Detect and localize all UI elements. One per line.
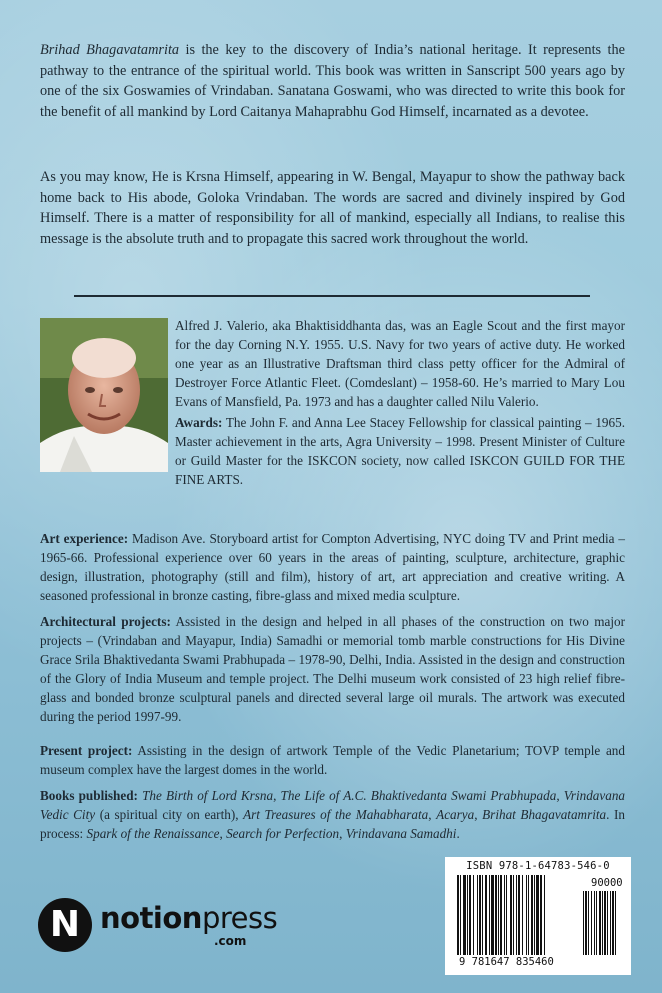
book-title: Art Treasures of the Mahabharata (243, 807, 429, 822)
separator: , (273, 788, 281, 803)
architectural-projects-section (40, 612, 625, 726)
art-experience-text: Madison Ave. Storyboard artist for Compton Advertising, NYC doing TV and Print media – 1965-66. Professional experience over 60 years in the areas of painting, sculpture, architecture, graphic design, illustration, photography (still and film), history of art, art appreciation and creative writing. A seasoned professional in bronze casting, fibre-glass and mixed media sculpture. (40, 531, 625, 603)
author-bio: Alfred J. Valerio, aka Bhaktisiddhanta das, was an Eagle Scout and the first mayor for the day Corning N.Y. 1955. U.S. Navy for two years of active duty. He worked one year as an Illustrative Draftsman third class petty officer for the Admiral of Destroyer Force Atlantic Fleet. (Comdeslant) – 1958-60. He’s married to Mary Lou Evans of Mansfield, Pa. 1973 and has a daughter called Nilu Valerio. (175, 318, 625, 409)
isbn-barcode (445, 857, 631, 975)
present-project-text: Assisting in the design of artwork Temple of the Vedic Planetarium; TOVP temple and museum complex have the largest domes in the world. (40, 743, 625, 777)
book-title: Acarya (436, 807, 475, 822)
price-code: 90000 (591, 877, 623, 889)
art-experience-label: Art experience: (40, 531, 129, 546)
awards-label: Awards: (175, 415, 223, 430)
art-experience-section (40, 529, 625, 605)
separator: , (219, 826, 227, 841)
intro-paragraph-1-text: is the key to the discovery of India’s national heritage. It represents the pathway to the entrance of the spiritual world. This book was written in Sanscript 500 years ago by one of the six Goswamies of Vrindaban. Sanatana Goswami, who was directed to write this book for the benefit of all mankind by Lord Caitanya Mahaprabhu God Himself, incarnated as a devotee. (40, 42, 625, 120)
separator: , (556, 788, 564, 803)
book-title: The Birth of Lord Krsna (142, 788, 274, 803)
present-project-section (40, 741, 625, 779)
isbn-label: ISBN 978-1-64783-546-0 (466, 860, 610, 872)
awards-section (175, 413, 625, 489)
present-project-label: Present project: (40, 743, 133, 758)
publisher-name-rest: press (201, 901, 278, 935)
books-published-section (40, 786, 625, 843)
book-title: The Life of A.C. Bhaktivedanta Swami Prabhupada (280, 788, 557, 803)
author-photo (40, 318, 168, 472)
intro-paragraph-2: As you may know, He is Krsna Himself, appearing in W. Bengal, Mayapur to show the pathway back home back to His abode, Goloka Vrindaban. The words are sacred and divinely inspired by God Himself. There is a matter of responsibility for all of mankind, especially all Indians, to realise this message is the absolute truth and to propagate this sacred work throughout the world. (40, 169, 625, 247)
architectural-projects-text: Assisted in the design and helped in all phases of the construction on two major projects – (Vrindaban and Mayapur, India) Samadhi or memorial tomb marble constructions for His Divine Grace Srila Bhaktivedanta Swami Prabhupada – 1978-90, Delhi, India. Assisted in the design and construction of the Glory of India Museum and temple project. The Delhi museum work consisted of 23 high relief fibre-glass and bonded bronze sculptural panels and directed several large oil murals. The artwork was executed during the period 1997-99. (40, 614, 625, 724)
book-title: Brihat Bhagavatamrita (482, 807, 607, 822)
separator: , (428, 807, 437, 822)
book-title: Vrindavana Vedic City (40, 788, 626, 822)
awards-text: The John F. and Anna Lee Stacey Fellowship for classical painting – 1965. Master achievement in the arts, Agra University – 1998. Present Minister of Culture or Guild Master for the ISKCON society, now called ISKCON GUILD FOR THE FINE ARTS. (175, 415, 625, 487)
architectural-projects-label: Architectural projects: (40, 614, 171, 629)
book-title: Spark of the Renaissance (86, 826, 220, 841)
logo-letter: N (49, 904, 81, 945)
publisher-domain: .com (214, 934, 247, 948)
in-process-label: . In process: (40, 807, 625, 841)
intro-book-title: Brihad Bhagavatamrita (40, 42, 180, 58)
book-title: Search for Perfection (226, 826, 340, 841)
publisher-name-bold: notion (100, 901, 202, 935)
books-published-label: Books published: (40, 788, 138, 803)
isbn-digits: 9 781647 835460 (459, 956, 554, 968)
author-portrait-image (40, 318, 168, 472)
publisher-logo (38, 898, 278, 958)
divider (74, 295, 590, 297)
separator: , (474, 807, 483, 822)
book-note: (a spiritual city on earth), (95, 807, 244, 822)
separator: . (456, 826, 460, 841)
publisher-name (100, 901, 277, 935)
separator: , (339, 826, 346, 841)
book-title: Vrindavana Samadhi (345, 826, 457, 841)
intro-paragraph-1 (40, 40, 625, 122)
